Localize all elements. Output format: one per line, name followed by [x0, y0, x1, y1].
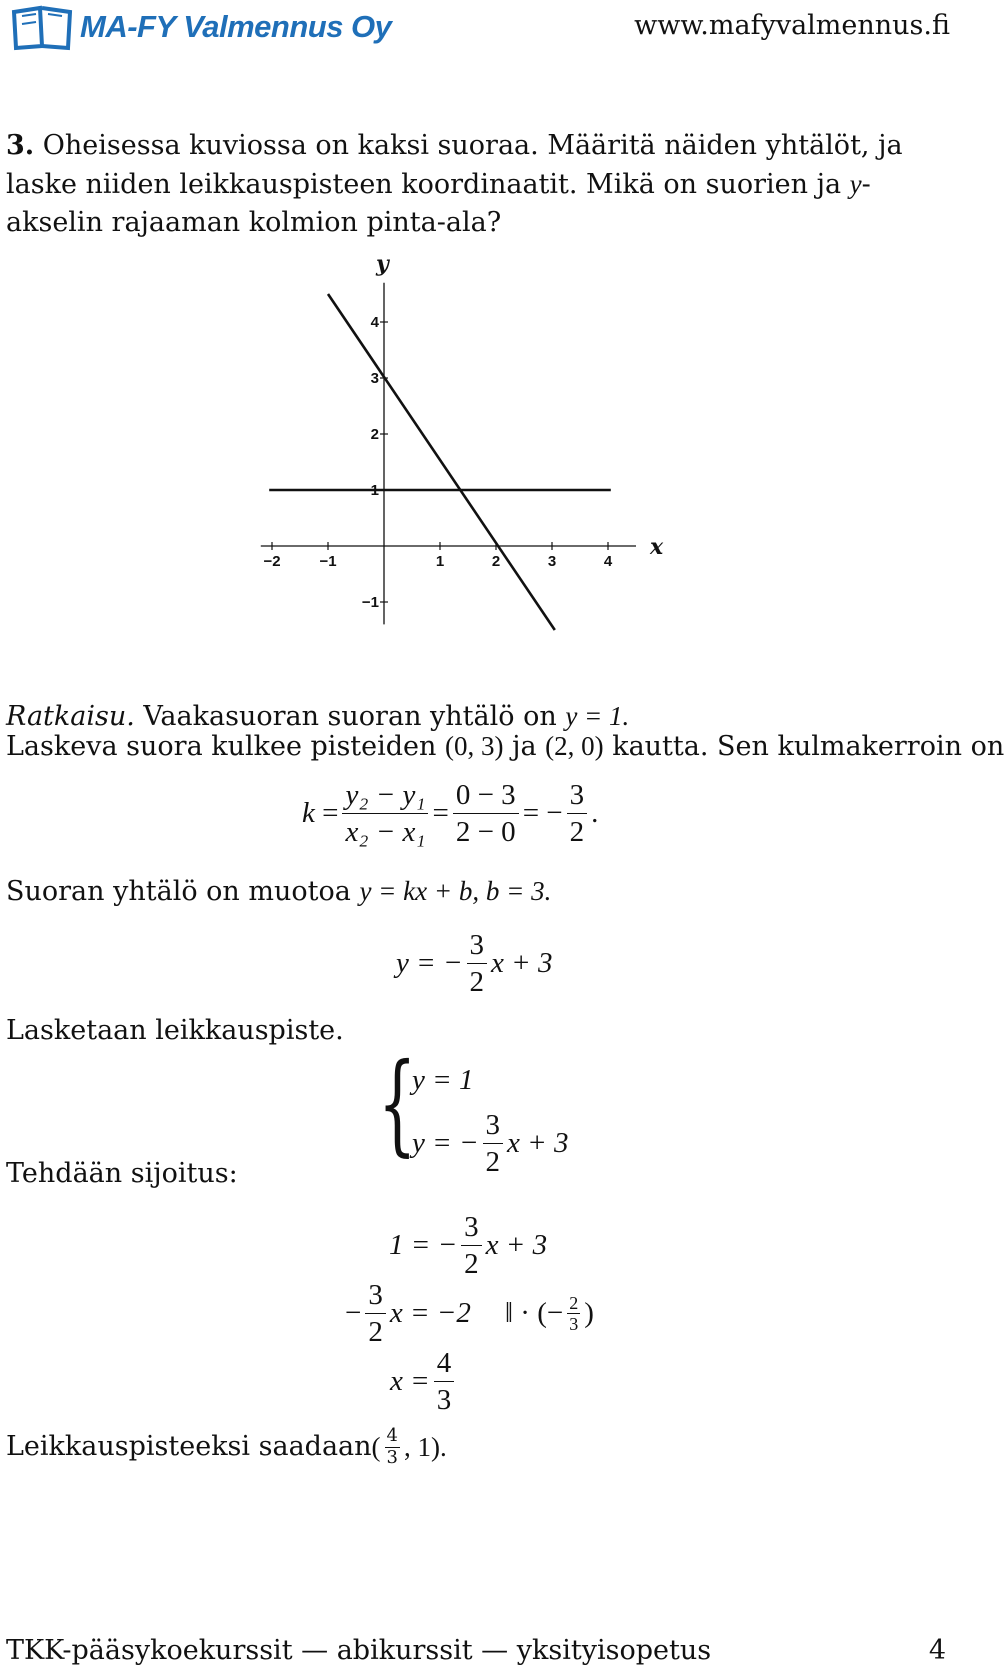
result-close: , 1). — [404, 1432, 447, 1463]
step-1 — [389, 1212, 547, 1280]
logo-text: MA-FY Valmennus Oy — [80, 9, 392, 44]
series-line-2 — [328, 294, 555, 630]
x-axis-label: x — [650, 534, 664, 560]
line2-text-b: ja — [503, 731, 546, 762]
line-eq-rhs: x + 3 — [491, 947, 553, 980]
y-tick-label: 1 — [370, 482, 379, 499]
slope-eq-3: = — [522, 797, 540, 830]
step2-rhs: x = −2 — [389, 1297, 471, 1330]
step2-num: 3 — [368, 1279, 383, 1311]
slope-den-1: x₂ − x₁ — [342, 813, 428, 847]
system-row2-num: 3 — [485, 1109, 501, 1141]
problem-text-2: -akselin rajaaman kolmion pinta-ala? — [6, 169, 871, 238]
step2-pden: 3 — [569, 1314, 579, 1335]
y-tick-label: 2 — [370, 426, 379, 443]
x-tick-label: 4 — [603, 553, 613, 570]
step2-lhs: − — [345, 1297, 362, 1330]
step3-fraction — [434, 1348, 455, 1416]
y-tick-label: 3 — [370, 370, 379, 387]
step1-lhs: 1 = − — [389, 1229, 458, 1262]
step3-num: 4 — [436, 1347, 452, 1379]
problem-number: 3. — [6, 130, 35, 161]
result-text: Leikkauspisteeksi saadaan — [6, 1431, 372, 1463]
intersect-label: Lasketaan leikkauspiste. — [6, 1015, 344, 1046]
slope-equation — [302, 780, 598, 848]
line3-math: y = kx + b, b = 3. — [359, 876, 552, 906]
step1-den: 2 — [461, 1245, 482, 1279]
system-row2-lhs: y = − — [412, 1127, 479, 1160]
line2-text-a: Laskeva suora kulkee pisteiden — [6, 731, 446, 762]
step3-lhs: x = — [390, 1365, 430, 1398]
substitution-label: Tehdään sijoitus: — [6, 1158, 238, 1189]
line-eq-lhs: y = − — [396, 947, 463, 980]
solution-line-3 — [6, 872, 551, 911]
y-tick-label: −1 — [361, 594, 379, 611]
solution-label: Ratkaisu. — [6, 701, 135, 732]
step2-paren-close: ) — [584, 1297, 594, 1330]
step2-den: 2 — [365, 1313, 386, 1347]
step2-paren-open: (− — [537, 1297, 564, 1330]
point-1: (0, 3) — [445, 731, 504, 761]
logo — [10, 4, 391, 50]
x-tick-label: 3 — [547, 553, 557, 570]
slope-den-2: 2 − 0 — [453, 813, 519, 847]
solution-line1-math: y = 1. — [565, 701, 630, 731]
problem-text-1: Oheisessa kuviossa on kaksi suoraa. Määritä näiden yhtälöt, ja laske niiden leikkauspisteen koordinaatit. Mikä on suorien ja — [6, 130, 903, 200]
site-url[interactable]: www.mafyvalmennus.fi — [634, 10, 950, 41]
system-brace: { — [378, 1039, 417, 1167]
slope-end: . — [591, 797, 599, 830]
line-eq-den: 2 — [467, 963, 488, 997]
result-open: ( — [371, 1432, 381, 1463]
step2-pnum: 2 — [569, 1292, 579, 1313]
line3-text: Suoran yhtälö on muotoa — [6, 876, 360, 907]
slope-den-3: 2 — [567, 813, 588, 847]
system-row-1 — [412, 1064, 473, 1097]
line-eq-num: 3 — [469, 929, 485, 961]
slope-fraction-2 — [453, 780, 519, 848]
page-number: 4 — [928, 1635, 946, 1666]
line-equation — [396, 930, 552, 998]
slope-fraction-1 — [342, 780, 428, 848]
x-tick-label: −1 — [319, 553, 337, 570]
book-logo-icon — [10, 4, 78, 50]
problem-statement — [6, 127, 956, 242]
slope-num-3: 3 — [569, 779, 585, 811]
point-2: (2, 0) — [545, 731, 604, 761]
slope-k: k — [302, 797, 315, 830]
y-axis-label: y — [376, 250, 389, 277]
result-den: 3 — [386, 1446, 398, 1468]
step1-num: 3 — [464, 1211, 479, 1243]
problem-var-y: y — [849, 169, 862, 199]
solution-line1-text: Vaakasuoran suoran yhtälö on — [134, 701, 566, 732]
step1-fraction — [461, 1212, 482, 1280]
result-line — [6, 1427, 447, 1468]
step2-paren-fraction — [567, 1294, 580, 1335]
x-tick-label: 1 — [435, 553, 445, 570]
slope-num-2: 0 − 3 — [455, 779, 516, 811]
line-chart — [250, 245, 670, 675]
y-tick-label: 4 — [370, 314, 379, 331]
step1-rhs: x + 3 — [485, 1229, 548, 1262]
result-fraction — [385, 1427, 400, 1468]
slope-eq-1: = — [322, 797, 339, 830]
step-2 — [345, 1280, 594, 1348]
system-row2-rhs: x + 3 — [507, 1127, 569, 1160]
x-tick-label: 2 — [491, 553, 501, 570]
slope-num-1: y₂ − y₁ — [345, 779, 426, 811]
x-tick-label: −2 — [263, 553, 281, 570]
line2-text-c: kautta. Sen kulmakerroin on — [603, 731, 1004, 762]
slope-minus: − — [546, 797, 563, 830]
slope-eq-2: = — [432, 797, 449, 830]
line-eq-fraction — [467, 930, 488, 998]
slope-fraction-3 — [567, 780, 588, 848]
step2-fraction — [365, 1280, 386, 1348]
step2-op: ‖ · — [504, 1297, 530, 1330]
footer-left: TKK-pääsykoekurssit — abikurssit — yksityisopetus — [6, 1635, 712, 1666]
system-row2-fraction — [483, 1110, 504, 1178]
step-3 — [390, 1348, 458, 1416]
system-row-2 — [412, 1110, 568, 1178]
result-num: 4 — [386, 1425, 398, 1446]
solution-line-2 — [6, 727, 1004, 766]
system-row2-den: 2 — [483, 1143, 504, 1177]
step3-den: 3 — [434, 1381, 455, 1415]
system-row1-text: y = 1 — [412, 1064, 474, 1096]
